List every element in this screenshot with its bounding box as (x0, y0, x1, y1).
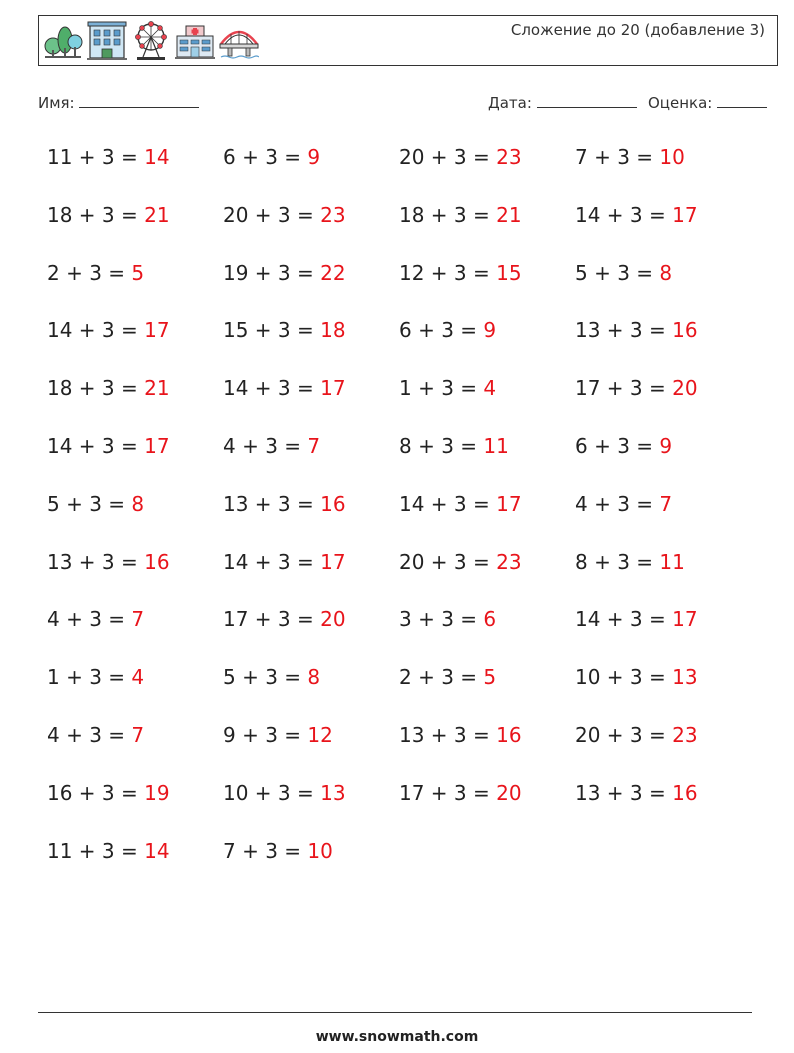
problem-item (575, 665, 751, 723)
problem-grid (47, 145, 751, 896)
score-label: Оценка: (648, 94, 713, 112)
problem-item (575, 434, 751, 492)
problem-answer: 12 (307, 722, 333, 747)
problem-answer: 16 (144, 549, 170, 574)
problem-item (223, 665, 399, 723)
problem-answer: 22 (320, 260, 346, 285)
problem-answer: 23 (496, 549, 522, 574)
problem-answer: 19 (144, 780, 170, 805)
problem-item (47, 376, 223, 434)
problem-answer: 20 (496, 780, 522, 805)
problem-item (47, 492, 223, 550)
problem-expression: 13 + 3 = (399, 722, 497, 747)
problem-item (399, 781, 575, 839)
name-label: Имя: (38, 94, 75, 112)
problem-item (223, 261, 399, 319)
date-field (488, 93, 637, 112)
problem-item (47, 607, 223, 665)
problem-expression: 2 + 3 = (47, 260, 132, 285)
problem-expression: 20 + 3 = (575, 722, 673, 747)
worksheet-header (38, 15, 778, 66)
problem-expression: 5 + 3 = (575, 260, 660, 285)
problem-item (47, 723, 223, 781)
problem-answer: 16 (672, 780, 698, 805)
problem-answer: 7 (131, 722, 145, 747)
problem-item (399, 203, 575, 261)
problem-item (47, 261, 223, 319)
date-blank[interactable] (537, 93, 637, 108)
problem-expression: 12 + 3 = (399, 260, 497, 285)
problem-expression: 17 + 3 = (399, 780, 497, 805)
problem-answer: 10 (307, 838, 333, 863)
problem-answer: 4 (483, 376, 497, 401)
problem-answer: 23 (672, 722, 698, 747)
problem-answer: 23 (496, 145, 522, 169)
problem-item (399, 376, 575, 434)
problem-answer: 21 (144, 376, 170, 401)
problem-expression: 18 + 3 = (399, 202, 497, 227)
office-building-icon (87, 20, 127, 62)
problem-item (223, 723, 399, 781)
problem-item (575, 145, 751, 203)
problem-item (223, 607, 399, 665)
problem-answer: 21 (144, 202, 170, 227)
problem-answer: 7 (307, 433, 321, 458)
problem-expression: 4 + 3 = (575, 491, 660, 516)
problem-answer: 6 (483, 607, 497, 632)
problem-expression: 14 + 3 = (399, 491, 497, 516)
problem-expression: 13 + 3 = (223, 491, 321, 516)
problem-expression: 10 + 3 = (575, 665, 673, 690)
problem-item (575, 550, 751, 608)
problem-answer: 17 (320, 376, 346, 401)
problem-expression: 16 + 3 = (47, 780, 145, 805)
problem-answer: 9 (659, 433, 673, 458)
problem-item (223, 492, 399, 550)
problem-answer: 20 (672, 376, 698, 401)
problem-answer: 17 (144, 433, 170, 458)
problem-answer: 17 (144, 318, 170, 343)
problem-answer: 8 (307, 665, 321, 690)
problem-answer: 4 (131, 665, 145, 690)
problem-expression: 14 + 3 = (47, 433, 145, 458)
problem-item (47, 318, 223, 376)
problem-answer: 17 (320, 549, 346, 574)
problem-answer: 20 (320, 607, 346, 632)
problem-item (47, 434, 223, 492)
worksheet-title: Сложение до 20 (добавление 3) (510, 21, 765, 39)
problem-item (399, 145, 575, 203)
problem-expression: 8 + 3 = (399, 433, 484, 458)
problem-item (47, 839, 223, 897)
problem-answer: 14 (144, 838, 170, 863)
problem-expression: 6 + 3 = (399, 318, 484, 343)
problem-answer: 8 (659, 260, 673, 285)
problem-expression: 17 + 3 = (575, 376, 673, 401)
problem-expression: 20 + 3 = (223, 202, 321, 227)
problem-answer: 18 (320, 318, 346, 343)
problem-answer: 13 (320, 780, 346, 805)
problem-item (399, 492, 575, 550)
problem-answer: 7 (659, 491, 673, 516)
problem-expression: 14 + 3 = (47, 318, 145, 343)
problem-answer: 21 (496, 202, 522, 227)
problem-expression: 18 + 3 = (47, 376, 145, 401)
problem-answer: 16 (320, 491, 346, 516)
problem-item (223, 145, 399, 203)
problem-item (575, 492, 751, 550)
problem-answer: 17 (672, 202, 698, 227)
name-blank[interactable] (79, 93, 199, 108)
problem-item (223, 434, 399, 492)
trees-icon (43, 20, 83, 62)
problem-item (575, 723, 751, 781)
problem-answer: 10 (659, 145, 685, 169)
problem-expression: 11 + 3 = (47, 838, 145, 863)
problem-expression: 13 + 3 = (575, 780, 673, 805)
footer-divider (38, 1012, 752, 1013)
problem-item (399, 318, 575, 376)
problem-answer: 16 (496, 722, 522, 747)
problem-item (575, 607, 751, 665)
problem-item (47, 203, 223, 261)
problem-answer: 7 (131, 607, 145, 632)
problem-item (47, 665, 223, 723)
problem-expression: 13 + 3 = (575, 318, 673, 343)
hospital-icon (175, 20, 215, 62)
problem-item (575, 203, 751, 261)
problem-item (399, 550, 575, 608)
problem-expression: 13 + 3 = (47, 549, 145, 574)
score-field (648, 93, 767, 112)
problem-expression: 6 + 3 = (223, 145, 308, 169)
problem-expression: 9 + 3 = (223, 722, 308, 747)
problem-item (399, 607, 575, 665)
problem-expression: 18 + 3 = (47, 202, 145, 227)
problem-item (223, 781, 399, 839)
problem-expression: 14 + 3 = (223, 549, 321, 574)
problem-item (223, 550, 399, 608)
problem-expression: 8 + 3 = (575, 549, 660, 574)
problem-answer: 11 (483, 433, 509, 458)
problem-item (223, 318, 399, 376)
problem-expression: 10 + 3 = (223, 780, 321, 805)
problem-item (47, 781, 223, 839)
problem-expression: 14 + 3 = (575, 607, 673, 632)
problem-answer: 11 (659, 549, 685, 574)
problem-item (575, 781, 751, 839)
problem-expression: 6 + 3 = (575, 433, 660, 458)
problem-item (575, 376, 751, 434)
problem-expression: 7 + 3 = (223, 838, 308, 863)
problem-item (47, 145, 223, 203)
problem-expression: 4 + 3 = (223, 433, 308, 458)
problem-answer: 15 (496, 260, 522, 285)
problem-expression: 2 + 3 = (399, 665, 484, 690)
problem-item (47, 550, 223, 608)
problem-item (575, 318, 751, 376)
problem-expression: 11 + 3 = (47, 145, 145, 169)
problem-answer: 16 (672, 318, 698, 343)
problem-expression: 3 + 3 = (399, 607, 484, 632)
problem-expression: 17 + 3 = (223, 607, 321, 632)
problem-expression: 20 + 3 = (399, 549, 497, 574)
ferris-wheel-icon (131, 20, 171, 62)
problem-answer: 5 (131, 260, 145, 285)
problem-expression: 20 + 3 = (399, 145, 497, 169)
problem-item (399, 665, 575, 723)
problem-item (399, 723, 575, 781)
problem-answer: 13 (672, 665, 698, 690)
problem-answer: 8 (131, 491, 145, 516)
problem-answer: 9 (307, 145, 321, 169)
problem-answer: 9 (483, 318, 497, 343)
problem-expression: 1 + 3 = (47, 665, 132, 690)
score-blank[interactable] (717, 93, 767, 108)
problem-item (575, 261, 751, 319)
name-field (38, 93, 199, 112)
problem-expression: 19 + 3 = (223, 260, 321, 285)
problem-answer: 17 (496, 491, 522, 516)
problem-answer: 5 (483, 665, 497, 690)
problem-expression: 4 + 3 = (47, 607, 132, 632)
problem-expression: 1 + 3 = (399, 376, 484, 401)
header-icons (43, 20, 259, 62)
problem-answer: 14 (144, 145, 170, 169)
problem-expression: 4 + 3 = (47, 722, 132, 747)
bridge-icon (219, 20, 259, 62)
problem-expression: 5 + 3 = (223, 665, 308, 690)
problem-item (223, 839, 399, 897)
problem-expression: 15 + 3 = (223, 318, 321, 343)
problem-expression: 7 + 3 = (575, 145, 660, 169)
problem-expression: 14 + 3 = (223, 376, 321, 401)
problem-item (223, 203, 399, 261)
problem-item (399, 261, 575, 319)
problem-answer: 23 (320, 202, 346, 227)
problem-expression: 14 + 3 = (575, 202, 673, 227)
footer-url: www.snowmath.com (315, 1029, 479, 1045)
problem-expression: 5 + 3 = (47, 491, 132, 516)
problem-item (223, 376, 399, 434)
date-label: Дата: (488, 94, 532, 112)
problem-item (399, 434, 575, 492)
problem-answer: 17 (672, 607, 698, 632)
